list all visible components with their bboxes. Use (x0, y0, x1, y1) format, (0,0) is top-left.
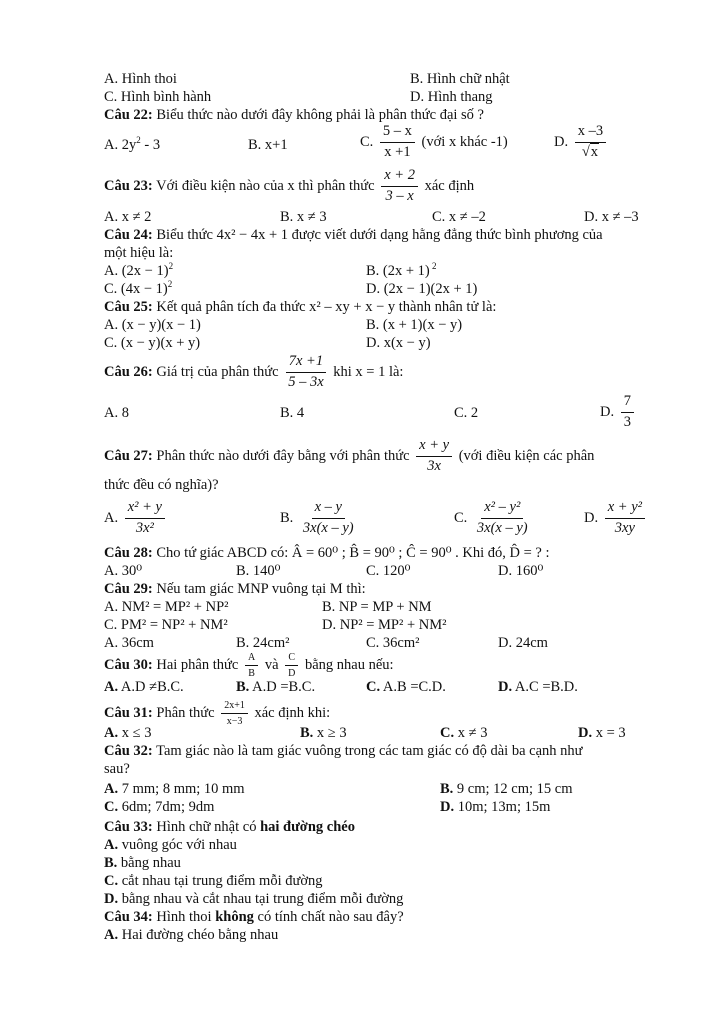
q21-option-c: C. Hình bình hành (104, 89, 212, 105)
extra-option-d: D. 24cm (498, 635, 548, 651)
q31-option-b: B. x ≥ 3 (300, 725, 347, 741)
q34-question: Câu 34: Hình thoi không có tính chất nào sau đây? (104, 909, 404, 925)
q25-question: Câu 25: Kết quả phân tích đa thức x² – xy + x − y thành nhân tử là: (104, 299, 497, 315)
q30-question: Câu 30: Hai phân thức $\frac{A}{B}$ và $\frac{C}{D}$ bằng nhau nếu: (104, 652, 394, 679)
q22-option-a: A. $2y^2 - 3$ (104, 135, 161, 153)
q21-option-b: B. Hình chữ nhật (410, 71, 510, 87)
q22-option-d: D. $\frac{x -3}{√x}$ (554, 124, 609, 161)
q32-option-a: A. 7 mm; 8 mm; 10 mm (104, 781, 245, 797)
q29-option-a: A. NM² = MP² + NP² (104, 599, 229, 615)
q24-option-c: C. $(4x - 1)^2$ (104, 279, 173, 297)
q31-option-c: C. x ≠ 3 (440, 725, 488, 741)
q22-question: Câu 22: Biểu thức nào dưới đây không phải là phân thức đại số ? (104, 107, 484, 123)
q27-question: Câu 27: Phân thức nào dưới đây bằng với phân thức $\frac{x + y}{3x}$ (với điều kiện các phân (104, 437, 595, 474)
q31-question: Câu 31: Phân thức $\frac{2x+1}{x-3}$ xác định khi: (104, 700, 331, 727)
q23-option-d: D. x ≠ –3 (584, 209, 639, 225)
q26-question: Câu 26: Giá trị của phân thức $\frac{7x +1}{5 - 3x}$ khi x = 1 là: (104, 353, 404, 390)
extra-option-b: B. 24cm² (236, 635, 290, 651)
q30-option-d: D. A.C =B.D. (498, 679, 578, 695)
sqrt-sign-icon: √x (581, 143, 599, 160)
q27-option-d: D. $\frac{\text{x + y²}}{3xy}$ (584, 500, 648, 537)
q30-fraction-2: $\frac{C}{D}$ (285, 652, 298, 679)
q29-option-d: D. NP² = MP² + NM² (322, 617, 447, 633)
q21-option-a: A. Hình thoi (104, 71, 177, 87)
extra-option-c: C. 36cm² (366, 635, 420, 651)
q30-fraction-1: $\frac{A}{B}$ (245, 652, 258, 679)
q29-question: Câu 29: Nếu tam giác MNP vuông tại M thì: (104, 581, 366, 597)
q26-fraction: $\frac{7x +1}{5 - 3x}$ (285, 354, 326, 391)
q31-option-a: A. x ≤ 3 (104, 725, 152, 741)
q33-option-b: B. bằng nhau (104, 855, 181, 871)
q29-option-c: C. PM² = NP² + NM² (104, 617, 228, 633)
q32-question-cont: sau? (104, 761, 130, 777)
q32-option-b: B. 9 cm; 12 cm; 15 cm (440, 781, 573, 797)
q27-b-fraction: $\frac{x - y}{3x(x - y)}$ (302, 499, 354, 536)
extra-option-a: A. 36cm (104, 635, 154, 651)
q27-option-b: B. $\frac{x - y}{3x(x - y)}$ (280, 500, 360, 537)
q25-option-c: C. (x − y)(x + y) (104, 335, 201, 351)
q24-question-cont: một hiệu là: (104, 245, 174, 261)
q32-option-d: D. 10m; 13m; 15m (440, 799, 551, 815)
q26-d-fraction: $\frac{7}{3}$ (621, 394, 634, 431)
q26-option-a: A. 8 (104, 405, 129, 421)
q22-option-c: C. $\frac{5 - x}{x +1}$ (với x khác -1) (360, 123, 508, 160)
q33-option-c: C. cắt nhau tại trung điểm mỗi đường (104, 873, 323, 889)
q24-option-d: D. (2x − 1)(2x + 1) (366, 281, 478, 297)
q26-option-d: D. $\frac{7}{3}$ (600, 394, 637, 431)
q28-option-c: C. 120⁰ (366, 563, 411, 579)
q27-d-fraction: $\frac{\text{x + y²}}{3xy}$ (605, 500, 645, 537)
q27-a-fraction: $\frac{\text{x² + y}}{\text{3x²}}$ (125, 500, 165, 537)
q24-option-b: B. (2x + 1) $^2$ (366, 261, 437, 279)
q32-question: Câu 32: Tam giác nào là tam giác vuông trong các tam giác có độ dài ba cạnh như (104, 743, 583, 759)
q29-option-b: B. NP = MP + NM (322, 599, 432, 615)
q25-option-b: B. (x + 1)(x − y) (366, 317, 463, 333)
q24-question: Câu 24: Biểu thức 4x² − 4x + 1 được viết dưới dạng hằng đẳng thức bình phương của (104, 227, 603, 243)
q23-fraction: $\frac{x + 2}{3 - x}$ (381, 168, 418, 205)
q33-option-d: D. bằng nhau và cắt nhau tại trung điểm mỗi đường (104, 891, 404, 907)
q23-option-a: A. x ≠ 2 (104, 209, 152, 225)
q27-question-cont: thức đều có nghĩa)? (104, 477, 219, 493)
q25-option-d: D. x(x − y) (366, 335, 431, 351)
q22-c-fraction: $\frac{5 - x}{x +1}$ (380, 124, 415, 161)
q28-question: Câu 28: Cho tứ giác ABCD có: Â = 60⁰ ; B̂ = 90⁰ ; Ĉ = 90⁰ . Khi đó, D̂ = ? : (104, 545, 550, 561)
q27-fraction: $\frac{x + y}{3x}$ (416, 438, 452, 475)
q31-option-d: D. x = 3 (578, 725, 626, 741)
q27-option-c: C. $\frac{\text{x² – y²}}{3x(x - y)}$ (454, 500, 534, 537)
q22-option-b: B. x+1 (248, 137, 288, 153)
q33-question: Câu 33: Hình chữ nhật có hai đường chéo (104, 819, 355, 835)
q24-option-a: A. $(2x - 1)^2$ (104, 261, 174, 279)
q31-fraction: $\frac{2x+1}{x-3}$ (221, 700, 248, 727)
q23-question: Câu 23: Với điều kiện nào của x thì phân thức $\frac{x + 2}{3 - x}$ xác định (104, 167, 475, 204)
q26-option-c: C. 2 (454, 405, 479, 421)
q26-option-b: B. 4 (280, 405, 305, 421)
q21-option-d: D. Hình thang (410, 89, 493, 105)
q30-option-b: B. A.D =B.C. (236, 679, 316, 695)
q23-option-c: C. x ≠ –2 (432, 209, 486, 225)
q34-option-a: A. Hai đường chéo bằng nhau (104, 927, 279, 943)
q30-option-c: C. A.B =C.D. (366, 679, 446, 695)
q27-c-fraction: $\frac{\text{x² – y²}}{3x(x - y)}$ (476, 499, 528, 536)
q33-option-a: A. vuông góc với nhau (104, 837, 237, 853)
q27-option-a: A. $\frac{\text{x² + y}}{\text{3x²}}$ (104, 500, 168, 537)
q28-option-d: D. 160⁰ (498, 563, 544, 579)
q30-option-a: A. A.D ≠B.C. (104, 679, 184, 695)
q32-option-c: C. 6dm; 7dm; 9dm (104, 799, 215, 815)
q25-option-a: A. (x − y)(x − 1) (104, 317, 201, 333)
q22-d-fraction: $\frac{x -3}{√x}$ (575, 124, 606, 161)
q28-option-a: A. 30⁰ (104, 563, 143, 579)
q28-option-b: B. 140⁰ (236, 563, 281, 579)
q23-option-b: B. x ≠ 3 (280, 209, 327, 225)
